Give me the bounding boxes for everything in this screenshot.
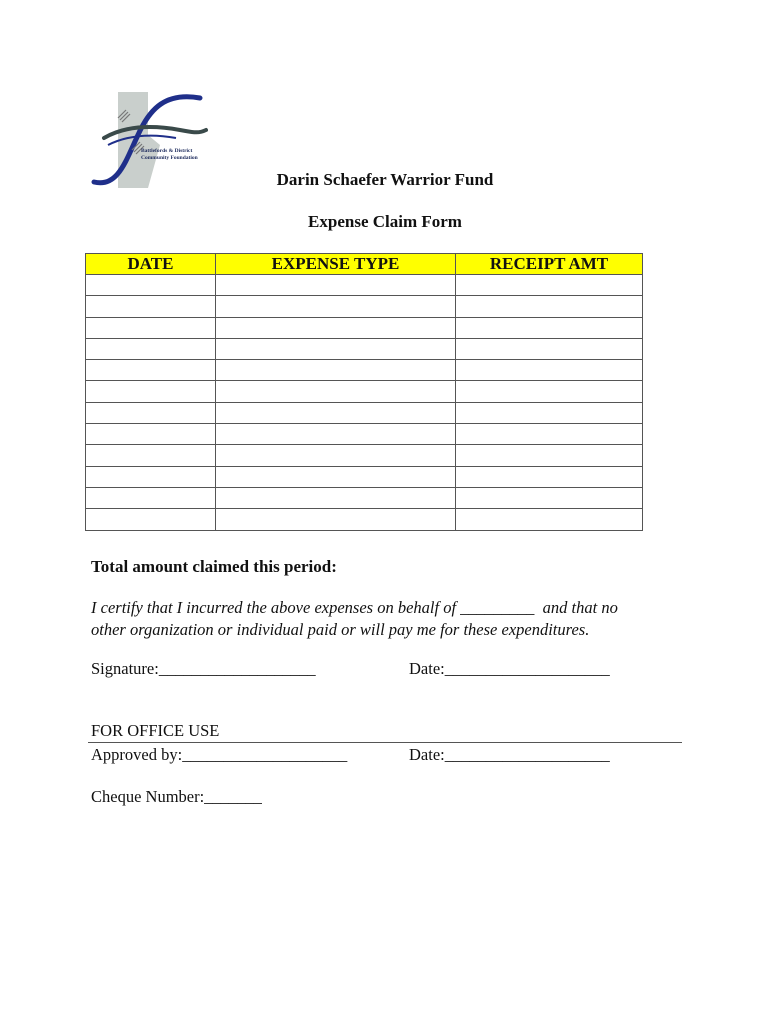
office-use-heading: FOR OFFICE USE [91,721,220,740]
office-use-divider [88,742,682,743]
expense-table [85,253,643,531]
total-claimed-label: Total amount claimed this period: [91,557,337,576]
signature-date-field[interactable]: Date:____________________ [409,659,610,678]
logo-org-name [141,148,198,162]
expense-type-cell[interactable] [216,381,456,402]
date-cell[interactable] [86,402,216,423]
expense-type-cell[interactable] [216,296,456,317]
table-row [86,445,643,466]
receipt-amt-cell[interactable] [456,445,643,466]
expense-type-cell[interactable] [216,424,456,445]
receipt-amt-cell[interactable] [456,466,643,487]
date-cell[interactable] [86,466,216,487]
cheque-number-field[interactable]: Cheque Number:_______ [91,787,262,806]
table-header-row [86,254,643,275]
logo-org-line1: Battlefords & District [141,148,193,154]
receipt-amt-cell[interactable] [456,360,643,381]
form-subtitle: Expense Claim Form [308,212,462,231]
approved-by-field[interactable]: Approved by:____________________ [91,745,348,764]
table-row [86,296,643,317]
table-row [86,466,643,487]
column-header-expense-type: EXPENSE TYPE [216,254,456,275]
receipt-amt-cell[interactable] [456,296,643,317]
date-cell[interactable] [86,509,216,530]
expense-type-cell[interactable] [216,317,456,338]
receipt-amt-cell[interactable] [456,509,643,530]
date-cell[interactable] [86,424,216,445]
table-row [86,360,643,381]
expense-type-cell[interactable] [216,445,456,466]
table-row [86,402,643,423]
approval-date-field[interactable]: Date:____________________ [409,745,610,764]
date-cell[interactable] [86,338,216,359]
expense-type-cell[interactable] [216,360,456,381]
receipt-amt-cell[interactable] [456,402,643,423]
expense-type-cell[interactable] [216,338,456,359]
table-row [86,487,643,508]
expense-type-cell[interactable] [216,275,456,296]
signature-field[interactable]: Signature:___________________ [91,659,316,678]
receipt-amt-cell[interactable] [456,424,643,445]
table-row [86,317,643,338]
date-cell[interactable] [86,445,216,466]
table-row [86,381,643,402]
receipt-amt-cell[interactable] [456,338,643,359]
table-row [86,338,643,359]
page-title: Darin Schaefer Warrior Fund [276,170,494,189]
column-header-receipt-amt: RECEIPT AMT [456,254,643,275]
receipt-amt-cell[interactable] [456,487,643,508]
expense-type-cell[interactable] [216,487,456,508]
receipt-amt-cell[interactable] [456,317,643,338]
table-row [86,275,643,296]
expense-type-cell[interactable] [216,509,456,530]
date-cell[interactable] [86,381,216,402]
table-row [86,509,643,530]
date-cell[interactable] [86,275,216,296]
date-cell[interactable] [86,360,216,381]
receipt-amt-cell[interactable] [456,381,643,402]
date-cell[interactable] [86,487,216,508]
date-cell[interactable] [86,296,216,317]
date-cell[interactable] [86,317,216,338]
expense-type-cell[interactable] [216,466,456,487]
expense-type-cell[interactable] [216,402,456,423]
certification-line-1[interactable]: I certify that I incurred the above expenses on behalf of _________ and that no [91,598,618,617]
table-row [86,424,643,445]
receipt-amt-cell[interactable] [456,275,643,296]
column-header-date: DATE [86,254,216,275]
certification-statement [91,597,691,641]
logo-org-line2: Community Foundation [141,155,198,161]
certification-line-2: other organization or individual paid or will pay me for these expenditures. [91,620,590,639]
